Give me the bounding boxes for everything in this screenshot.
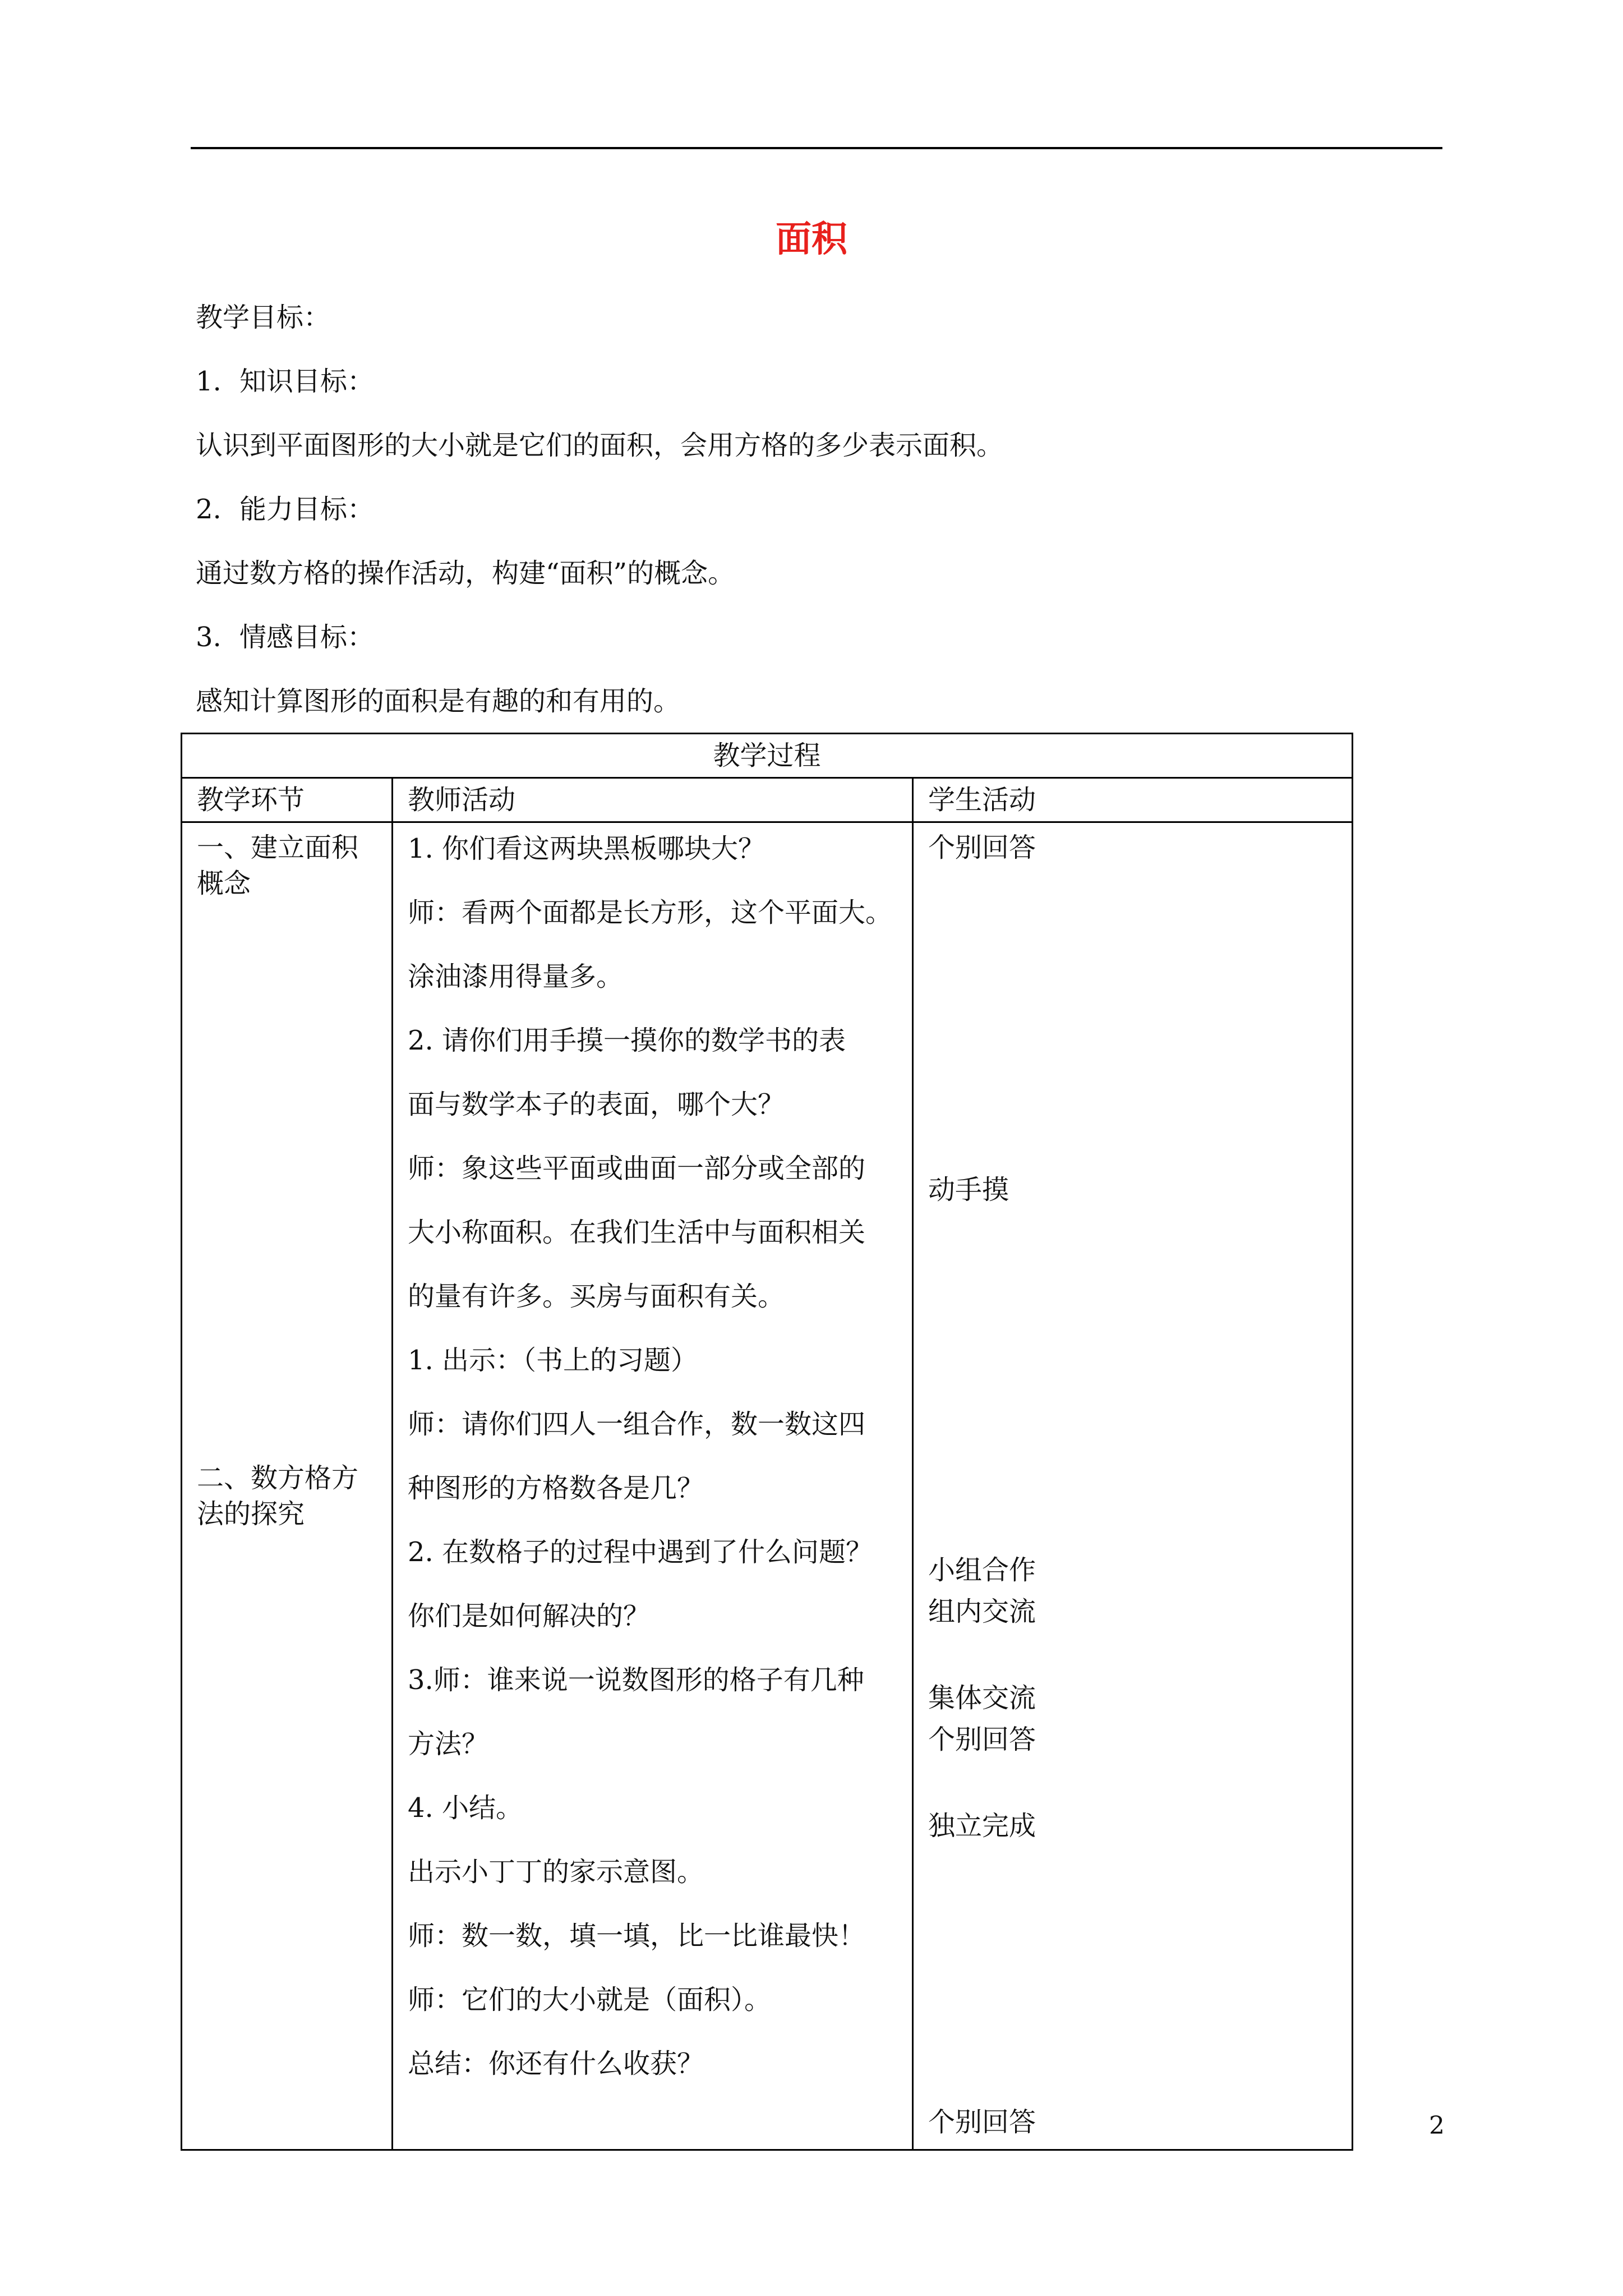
- objective-2-label: 2. 能力目标：: [196, 494, 375, 525]
- teacher-line: 3.师：谁来说一说数图形的格子有几种: [408, 1664, 864, 1696]
- teacher-activity-column: [393, 822, 913, 2150]
- teacher-line: 涂油漆用得量多。: [408, 961, 624, 992]
- teacher-line: 师：它们的大小就是（面积）。: [408, 1984, 772, 2016]
- student-line: 集体交流: [928, 1682, 1036, 1714]
- objective-1-label: 1. 知识目标：: [196, 366, 375, 397]
- stage-1: 一、建立面积 概念: [197, 832, 359, 899]
- teacher-line: 方法？: [408, 1728, 489, 1760]
- teacher-line: 面与数学本子的表面，哪个大？: [408, 1089, 785, 1120]
- objective-3-label: 3. 情感目标：: [196, 622, 375, 653]
- teacher-line: 师：象这些平面或曲面一部分或全部的: [408, 1153, 866, 1184]
- column-header-stage: 教学环节: [182, 778, 393, 822]
- page-title: 面积: [776, 218, 847, 260]
- teacher-line: 你们是如何解决的？: [408, 1600, 651, 1632]
- student-line: 个别回答: [928, 2106, 1036, 2138]
- student-line: 独立完成: [928, 1810, 1036, 1842]
- teacher-line: 2. 在数格子的过程中遇到了什么问题？: [408, 1536, 873, 1568]
- stage-2: 二、数方格方 法的探究: [197, 1462, 359, 1530]
- teacher-line: 1. 出示：（书上的习题）: [408, 1345, 698, 1376]
- page-number: 2: [1429, 2111, 1445, 2140]
- student-activity-column: [913, 822, 1353, 2150]
- student-line: 组内交流: [928, 1596, 1036, 1627]
- teacher-line: 2. 请你们用手摸一摸你的数学书的表: [408, 1025, 846, 1056]
- table-caption: 教学过程: [182, 734, 1353, 778]
- stage-column: [182, 822, 393, 2150]
- column-header-teacher: 教师活动: [393, 778, 913, 822]
- teacher-line: 师：看两个面都是长方形，这个平面大。: [408, 897, 893, 928]
- teacher-line: 1. 你们看这两块黑板哪块大？: [408, 833, 766, 864]
- teacher-line: 师：数一数，填一填，比一比谁最快！: [408, 1920, 866, 1952]
- teacher-line: 总结：你还有什么收获？: [408, 2048, 704, 2079]
- objective-3-text: 感知计算图形的面积是有趣的和有用的。: [196, 685, 681, 717]
- teacher-line: 种图形的方格数各是几？: [408, 1473, 704, 1504]
- teacher-line: 师：请你们四人一组合作，数一数这四: [408, 1409, 866, 1440]
- header-rule: [191, 147, 1442, 149]
- teacher-line: 大小称面积。在我们生活中与面积相关: [408, 1217, 866, 1248]
- objectives-heading: 教学目标：: [196, 302, 331, 333]
- column-header-student: 学生活动: [913, 778, 1353, 822]
- student-line: 个别回答: [928, 1724, 1036, 1755]
- teacher-line: 出示小丁丁的家示意图。: [408, 1856, 704, 1888]
- student-line: 小组合作: [928, 1554, 1036, 1586]
- objective-2-text: 通过数方格的操作活动，构建“面积”的概念。: [196, 558, 735, 589]
- teacher-line: 的量有许多。买房与面积有关。: [408, 1281, 785, 1312]
- student-line: 动手摸: [928, 1174, 1009, 1205]
- objective-1-text: 认识到平面图形的大小就是它们的面积，会用方格的多少表示面积。: [196, 430, 1004, 461]
- teacher-line: 4. 小结。: [408, 1792, 523, 1824]
- student-line: 个别回答: [928, 832, 1036, 863]
- teaching-process-table: [181, 733, 1353, 2151]
